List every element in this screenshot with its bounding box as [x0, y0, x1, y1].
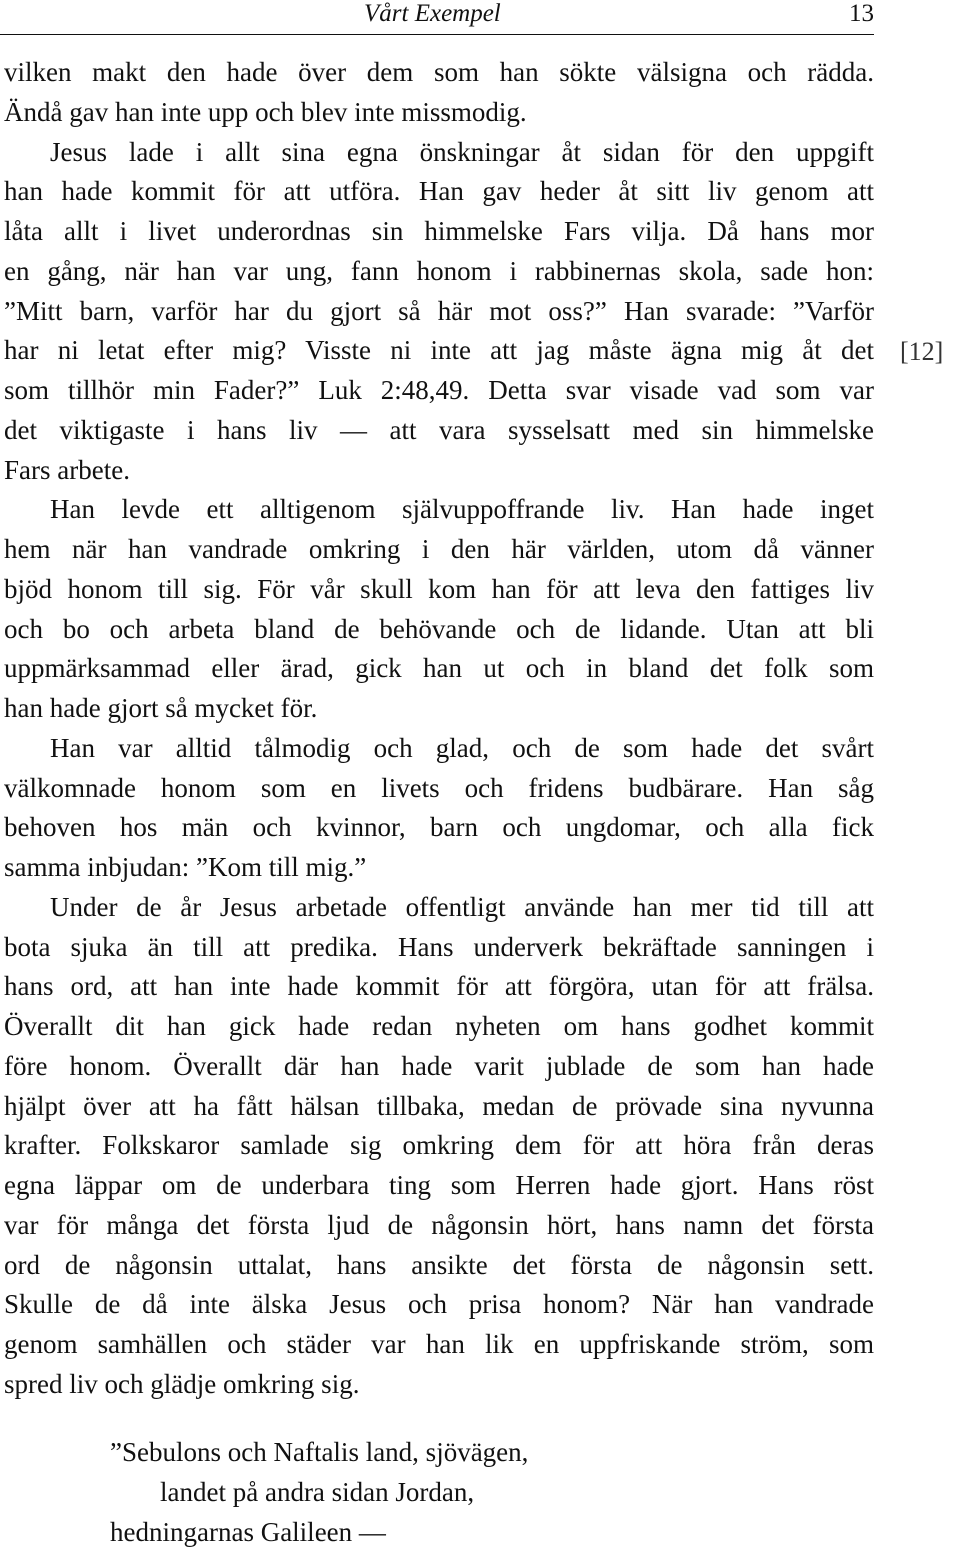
text-line: ”Mitt barn, varför har du gjort så här mot oss?” Han svarade: ”Varför — [4, 295, 874, 326]
text-line: låta allt i livet underordnas sin himmelske Fars vilja. Då hans mor — [4, 216, 874, 246]
text-line: och bo och arbeta bland de behövande och de lidande. Utan att bli — [4, 613, 874, 644]
text-line: det viktigaste i hans liv — att vara sysselsatt med sin himmelske — [4, 414, 874, 445]
text-line: Jesus lade i allt sina egna önskningar åt sidan för den uppgift — [50, 136, 874, 167]
page-number: 13 — [849, 0, 874, 27]
text-line: behoven hos män och kvinnor, barn och ungdomar, och alla fick — [4, 812, 874, 843]
text-line: hem när han vandrade omkring i den här världen, utom då vänner — [4, 534, 874, 564]
text-line: hans ord, att han inte hade kommit för att förgöra, utan för att frälsa. — [4, 971, 874, 1002]
poem-line: hedningarnas Galileen — — [110, 1517, 386, 1547]
text-line: Fars arbete. — [4, 454, 130, 485]
text-line: en gång, när han var ung, fann honom i rabbinernas skola, sade hon: — [4, 255, 874, 286]
running-header — [0, 0, 874, 35]
text-line: uppmärksammad eller ärad, gick han ut och in bland det folk som — [4, 653, 874, 684]
text-line: han hade gjort så mycket för. — [4, 693, 318, 723]
poem-line: landet på andra sidan Jordan, — [160, 1477, 475, 1507]
poem-quote — [110, 1432, 810, 1552]
text-line: ord de någonsin uttalat, hans ansikte det första de någonsin sett. — [4, 1249, 874, 1280]
text-line: han hade kommit för att utföra. Han gav heder åt sitt liv genom att — [4, 176, 874, 207]
text-line: vilken makt den hade över dem som han sökte välsigna och rädda. — [4, 57, 874, 87]
text-line: var för många det första ljud de någonsin hört, hans namn det första — [4, 1209, 874, 1240]
text-line: spred liv och glädje omkring sig. — [4, 1368, 360, 1399]
text-line: har ni letat efter mig? Visste ni inte att jag måste ägna mig åt det — [4, 335, 874, 366]
text-line: Skulle de då inte älska Jesus och prisa honom? När han vandrade — [4, 1289, 874, 1320]
text-line: Han var alltid tålmodig och glad, och de som hade det svårt — [50, 732, 874, 763]
margin-page-reference: [12] — [900, 337, 944, 366]
text-line: Under de år Jesus arbetade offentligt använde han mer tid till att — [50, 891, 874, 922]
text-line: bota sjuka än till att predika. Hans underverk bekräftade sanningen i — [4, 931, 874, 962]
body-text — [4, 53, 874, 1405]
text-line: bjöd honom till sig. För vår skull kom han för att leva den fattiges liv — [4, 573, 874, 604]
text-line: samma inbjudan: ”Kom till mig.” — [4, 852, 367, 882]
text-line: Överallt dit han gick hade redan nyheten om hans godhet kommit — [4, 1011, 874, 1041]
text-line: som tillhör min Fader?” Luk 2:48,49. Detta svar visade vad som var — [4, 375, 874, 405]
text-line: hjälpt över att ha fått hälsan tillbaka, medan de prövade sina nyvunna — [4, 1090, 874, 1121]
running-title: Vårt Exempel — [364, 0, 501, 27]
text-line: Han levde ett alltigenom självuppoffrande liv. Han hade inget — [50, 494, 874, 525]
text-line: egna läppar om de underbara ting som Herren hade gjort. Hans röst — [4, 1170, 874, 1200]
text-line: välkomnade honom som en livets och fridens budbärare. Han såg — [4, 772, 874, 803]
text-line: Ändå gav han inte upp och blev inte missmodig. — [4, 96, 527, 127]
text-line: krafter. Folkskaror samlade sig omkring dem för att höra från deras — [4, 1130, 874, 1161]
text-line: före honom. Överallt där han hade varit jublade de som han hade — [4, 1050, 874, 1081]
poem-line: ”Sebulons och Naftalis land, sjövägen, — [110, 1437, 529, 1467]
text-line: genom samhällen och städer var han lik en uppfriskande ström, som — [4, 1329, 874, 1359]
